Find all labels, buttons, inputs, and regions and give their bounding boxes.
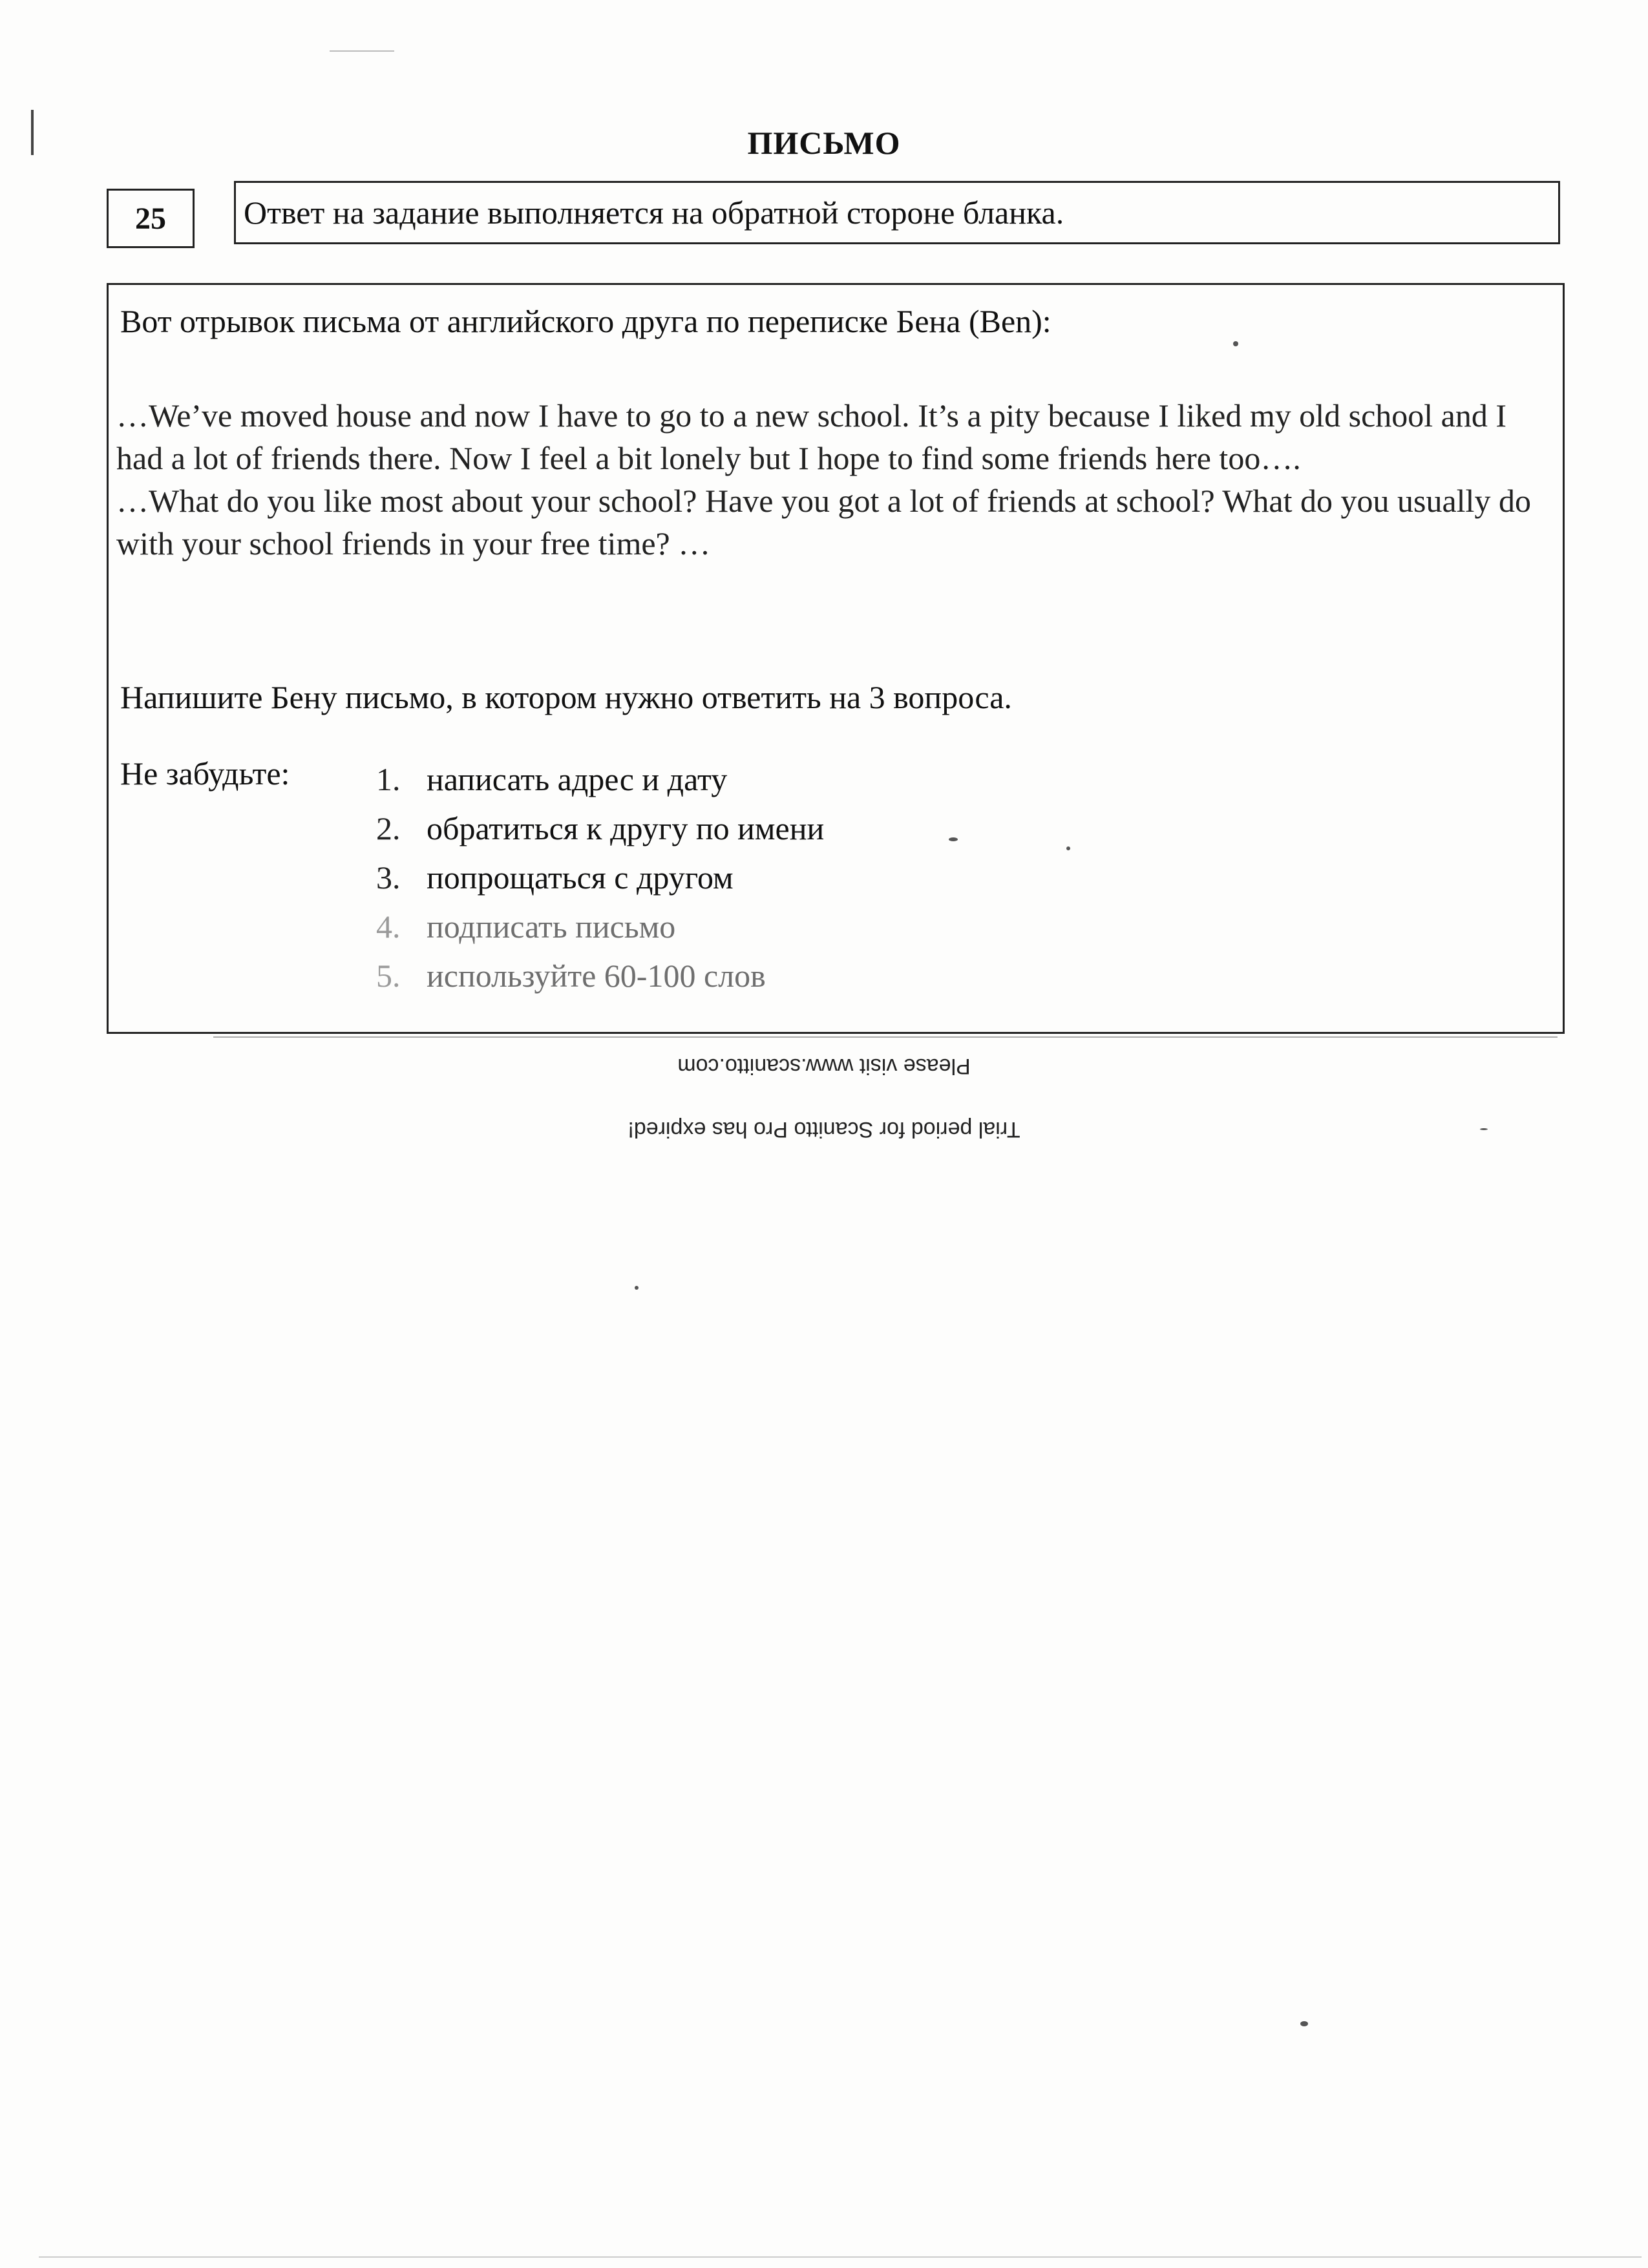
scan-top-mark <box>330 50 394 52</box>
list-item <box>376 902 824 951</box>
list-item <box>376 804 824 853</box>
watermark-line-2: Trial period for Scanitto Pro has expired! <box>628 1117 1020 1142</box>
list-item-text: написать адрес и дату <box>427 761 728 797</box>
box-bottom-shadow-line <box>213 1036 1558 1038</box>
scan-speck <box>1300 2021 1308 2026</box>
task-instruction-text: Ответ на задание выполняется на обратной стороне бланка. <box>244 194 1064 231</box>
list-item-number: 5. <box>376 958 401 994</box>
list-item-text: попрощаться с другом <box>427 859 734 896</box>
watermark-line-1: Please visit www.scanitto.com <box>677 1054 971 1078</box>
page-bottom-line <box>39 2256 1642 2258</box>
list-item <box>376 951 824 1000</box>
list-item-number: 4. <box>376 908 401 945</box>
list-item-text: подписать письмо <box>427 908 676 945</box>
reminder-list <box>376 755 824 1000</box>
list-item-text: обратиться к другу по имени <box>427 810 825 846</box>
list-item-number: 1. <box>376 761 401 797</box>
list-item-number: 3. <box>376 859 401 896</box>
list-item <box>376 853 824 902</box>
task-number: 25 <box>107 189 195 248</box>
reminder-label: Не забудьте: <box>120 755 290 792</box>
letter-excerpt <box>116 394 1538 565</box>
list-item-text: используйте 60-100 слов <box>427 958 766 994</box>
excerpt-paragraph-2: …What do you like most about your school? Have you got a lot of friends at school? What do you usually do with your school friends in your free time? … <box>116 483 1531 562</box>
list-item <box>376 755 824 804</box>
letter-intro: Вот отрывок письма от английского друга по переписке Бена (Ben): <box>120 303 1051 339</box>
page-title: ПИСЬМО <box>747 125 901 161</box>
writing-prompt: Напишите Бену письмо, в котором нужно ответить на 3 вопроса. <box>120 679 1012 715</box>
list-item-number: 2. <box>376 810 401 846</box>
task-instruction <box>234 181 1560 244</box>
excerpt-paragraph-1: …We’ve moved house and now I have to go to a new school. It’s a pity because I liked my old school and I had a lot of friends there. Now I feel a bit lonely but I hope to find some friends here too…. <box>116 397 1507 476</box>
scan-speck <box>635 1286 639 1290</box>
